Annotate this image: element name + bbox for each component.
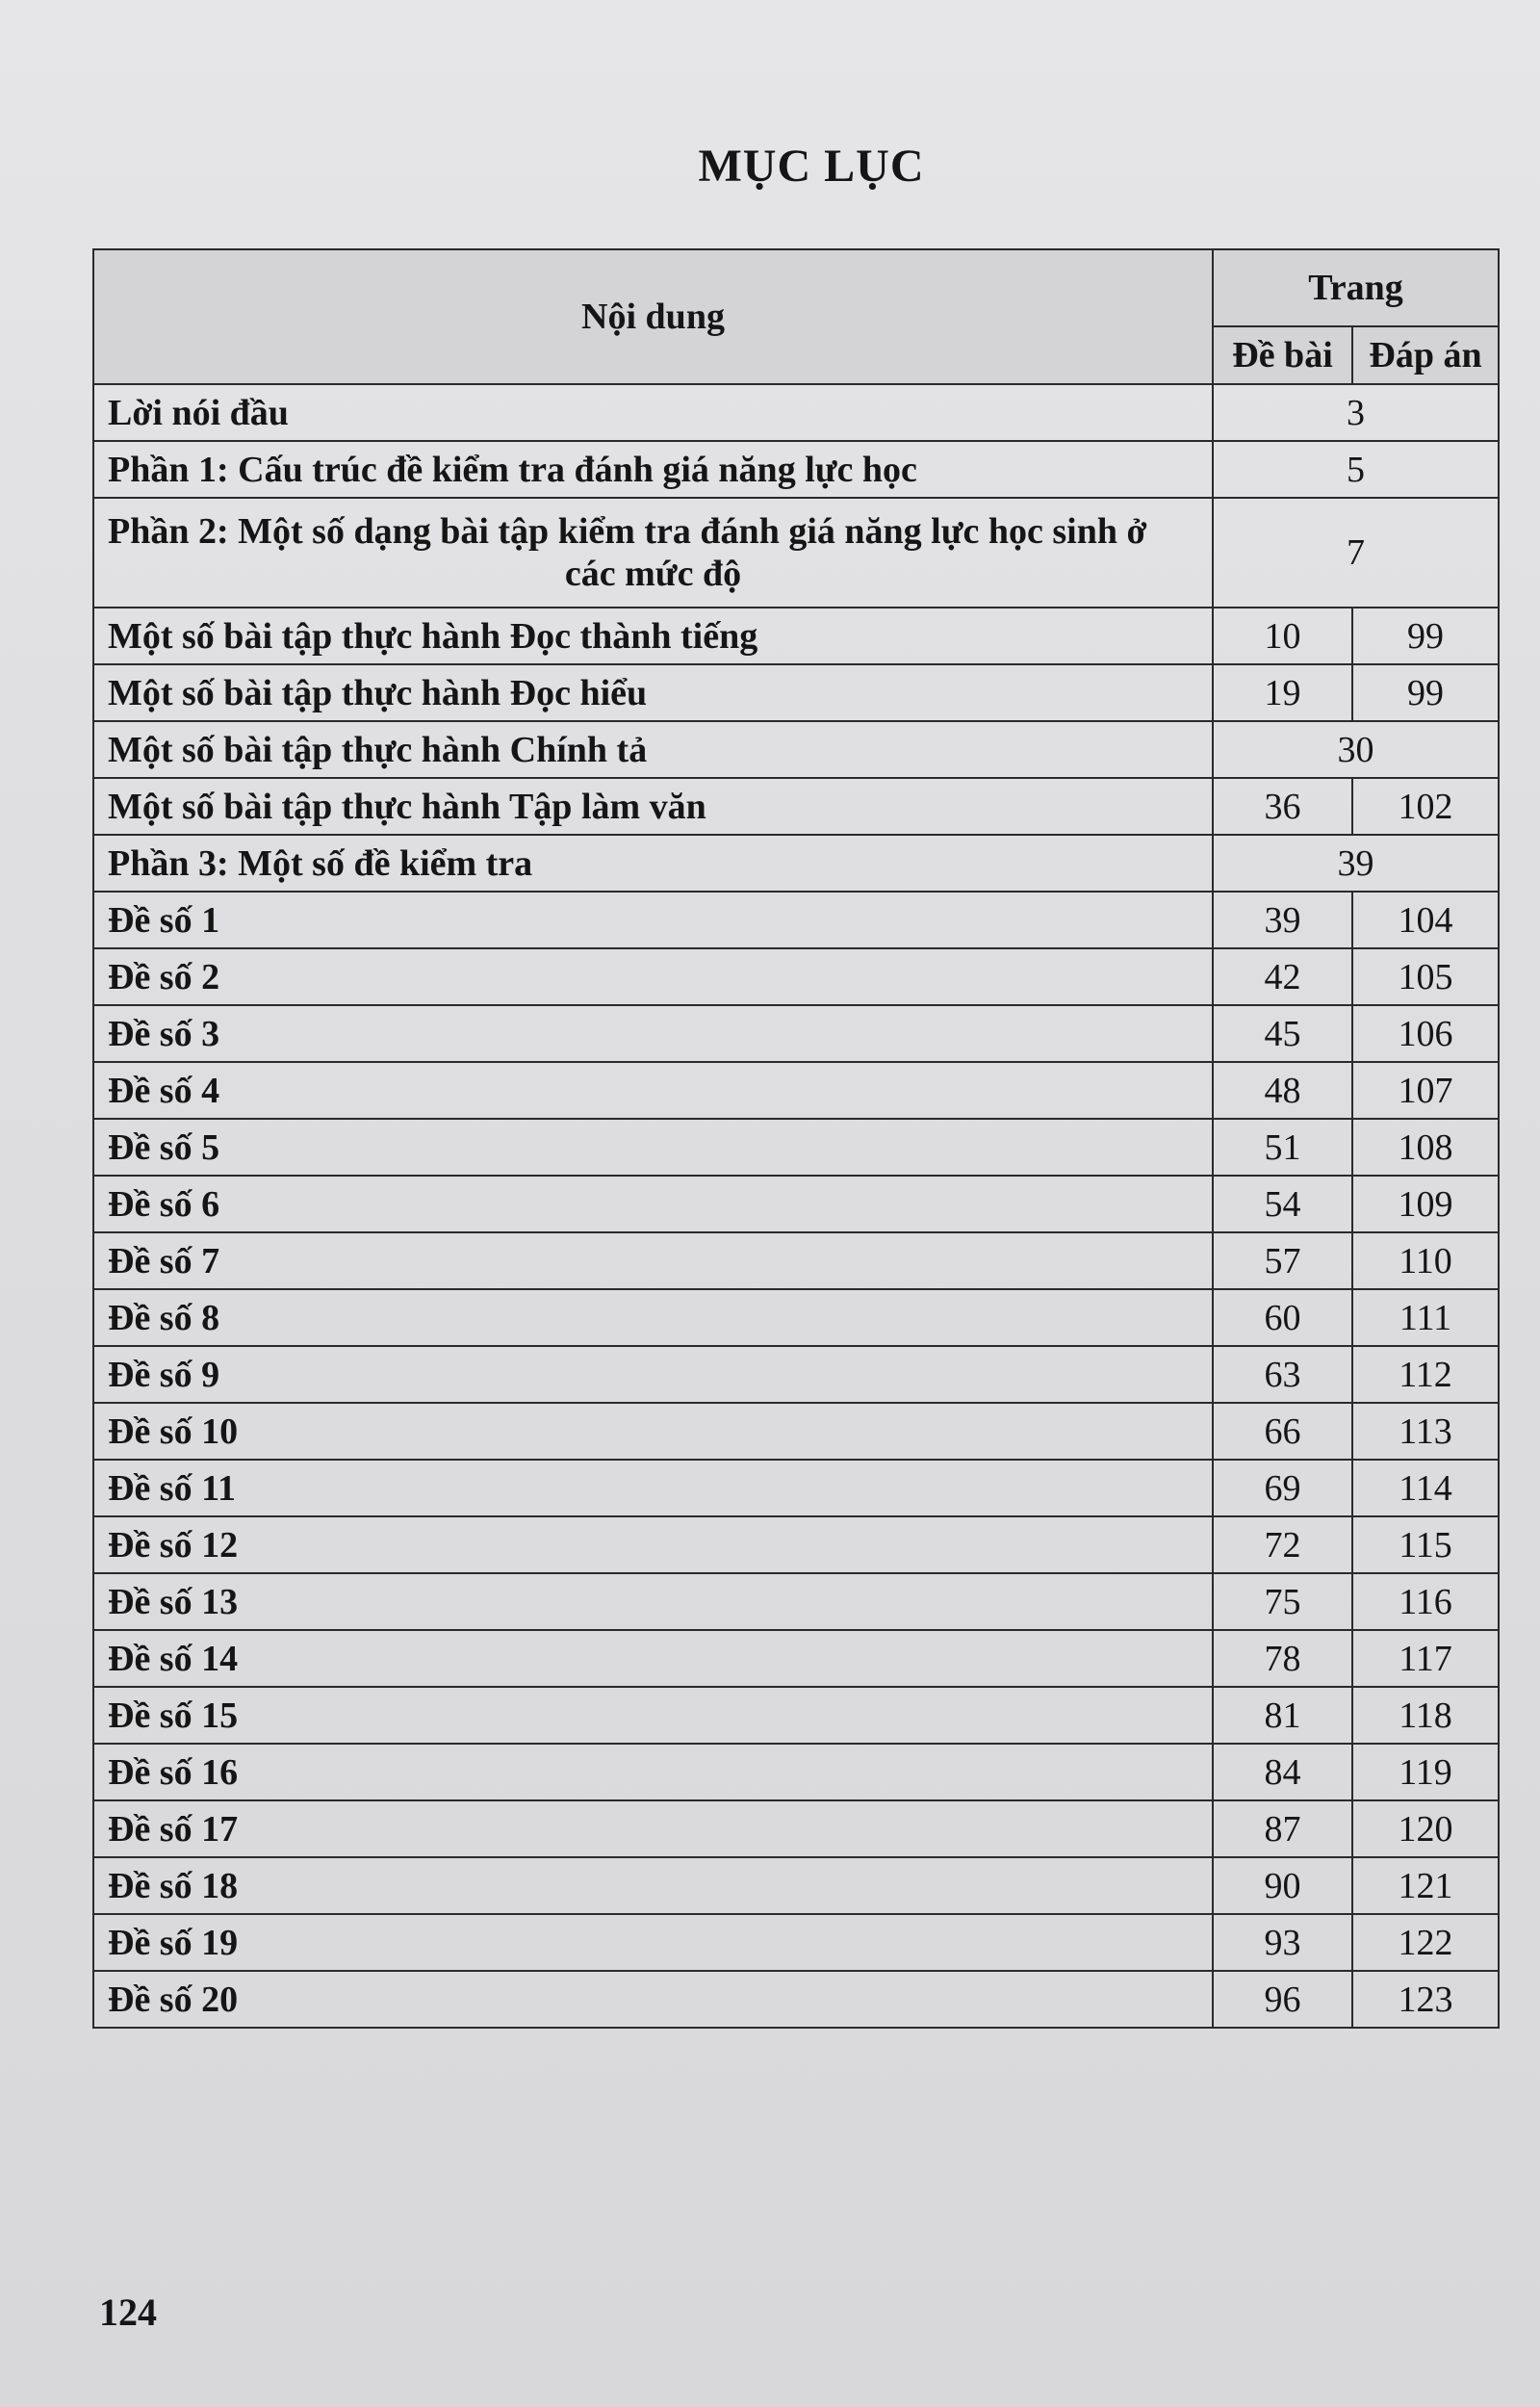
exercise-page: 63 bbox=[1213, 1346, 1352, 1403]
entry-title: Đề số 11 bbox=[93, 1460, 1213, 1516]
table-row bbox=[93, 608, 1499, 664]
exercise-page: 54 bbox=[1213, 1176, 1352, 1232]
answer-page: 117 bbox=[1352, 1630, 1499, 1687]
exercise-page: 87 bbox=[1213, 1800, 1352, 1857]
exercise-page: 42 bbox=[1213, 948, 1352, 1005]
entry-title: Đề số 6 bbox=[93, 1176, 1213, 1232]
table-row bbox=[93, 1062, 1499, 1119]
exercise-page: 10 bbox=[1213, 608, 1352, 664]
table-row bbox=[93, 1005, 1499, 1062]
page-reference: 39 bbox=[1213, 835, 1499, 892]
page-title: MỤC LỤC bbox=[698, 141, 925, 192]
header-answer: Đáp án bbox=[1352, 326, 1499, 384]
exercise-page: 81 bbox=[1213, 1687, 1352, 1744]
exercise-page: 66 bbox=[1213, 1403, 1352, 1460]
table-row bbox=[93, 892, 1499, 948]
answer-page: 118 bbox=[1352, 1687, 1499, 1744]
entry-title: Đề số 2 bbox=[93, 948, 1213, 1005]
entry-title-line-2: các mức độ bbox=[564, 554, 742, 594]
exercise-page: 90 bbox=[1213, 1857, 1352, 1914]
table-row bbox=[93, 1971, 1499, 2028]
table-row bbox=[93, 384, 1499, 441]
entry-title: Đề số 8 bbox=[93, 1289, 1213, 1346]
table-row bbox=[93, 1119, 1499, 1176]
exercise-page: 84 bbox=[1213, 1744, 1352, 1800]
page-reference: 3 bbox=[1213, 384, 1499, 441]
entry-title: Một số bài tập thực hành Đọc thành tiếng bbox=[93, 608, 1213, 664]
exercise-page: 57 bbox=[1213, 1232, 1352, 1289]
exercise-page: 60 bbox=[1213, 1289, 1352, 1346]
answer-page: 121 bbox=[1352, 1857, 1499, 1914]
page-number: 124 bbox=[99, 2291, 157, 2334]
entry-title-line-1: Phần 2: Một số dạng bài tập kiểm tra đánh giá năng lực học sinh ở bbox=[108, 511, 1147, 552]
entry-title: Đề số 5 bbox=[93, 1119, 1213, 1176]
exercise-page: 72 bbox=[1213, 1516, 1352, 1573]
table-row bbox=[93, 1176, 1499, 1232]
answer-page: 113 bbox=[1352, 1403, 1499, 1460]
answer-page: 116 bbox=[1352, 1573, 1499, 1630]
table-row bbox=[93, 441, 1499, 498]
header-exercise: Đề bài bbox=[1213, 326, 1352, 384]
answer-page: 108 bbox=[1352, 1119, 1499, 1176]
exercise-page: 51 bbox=[1213, 1119, 1352, 1176]
entry-title: Lời nói đầu bbox=[93, 384, 1213, 441]
table-row bbox=[93, 1744, 1499, 1800]
answer-page: 110 bbox=[1352, 1232, 1499, 1289]
entry-title: Đề số 3 bbox=[93, 1005, 1213, 1062]
exercise-page: 36 bbox=[1213, 778, 1352, 835]
table-of-contents bbox=[92, 248, 1500, 2029]
answer-page: 111 bbox=[1352, 1289, 1499, 1346]
entry-title: Đề số 15 bbox=[93, 1687, 1213, 1744]
table-row bbox=[93, 1516, 1499, 1573]
table-row bbox=[93, 1573, 1499, 1630]
answer-page: 123 bbox=[1352, 1971, 1499, 2028]
table-row bbox=[93, 664, 1499, 721]
table-row bbox=[93, 1687, 1499, 1744]
table-row bbox=[93, 1630, 1499, 1687]
exercise-page: 69 bbox=[1213, 1460, 1352, 1516]
entry-title: Đề số 1 bbox=[93, 892, 1213, 948]
entry-title: Đề số 4 bbox=[93, 1062, 1213, 1119]
entry-title: Đề số 9 bbox=[93, 1346, 1213, 1403]
table-row bbox=[93, 1800, 1499, 1857]
toc-body bbox=[93, 384, 1499, 2028]
exercise-page: 75 bbox=[1213, 1573, 1352, 1630]
answer-page: 99 bbox=[1352, 608, 1499, 664]
table-row bbox=[93, 778, 1499, 835]
table-row bbox=[93, 1460, 1499, 1516]
answer-page: 107 bbox=[1352, 1062, 1499, 1119]
exercise-page: 39 bbox=[1213, 892, 1352, 948]
answer-page: 115 bbox=[1352, 1516, 1499, 1573]
answer-page: 106 bbox=[1352, 1005, 1499, 1062]
entry-title: Một số bài tập thực hành Tập làm văn bbox=[93, 778, 1213, 835]
table-row bbox=[93, 721, 1499, 778]
entry-title: Một số bài tập thực hành Chính tả bbox=[93, 721, 1213, 778]
entry-title: Đề số 12 bbox=[93, 1516, 1213, 1573]
answer-page: 119 bbox=[1352, 1744, 1499, 1800]
page-reference: 30 bbox=[1213, 721, 1499, 778]
table-row bbox=[93, 1346, 1499, 1403]
entry-title: Phần 1: Cấu trúc đề kiểm tra đánh giá năng lực học bbox=[93, 441, 1213, 498]
table-row bbox=[93, 1232, 1499, 1289]
entry-title: Đề số 13 bbox=[93, 1573, 1213, 1630]
table-row bbox=[93, 1289, 1499, 1346]
answer-page: 109 bbox=[1352, 1176, 1499, 1232]
entry-title: Đề số 17 bbox=[93, 1800, 1213, 1857]
answer-page: 120 bbox=[1352, 1800, 1499, 1857]
answer-page: 114 bbox=[1352, 1460, 1499, 1516]
header-page: Trang bbox=[1213, 249, 1499, 326]
exercise-page: 93 bbox=[1213, 1914, 1352, 1971]
entry-title: Một số bài tập thực hành Đọc hiểu bbox=[93, 664, 1213, 721]
answer-page: 105 bbox=[1352, 948, 1499, 1005]
entry-title: Đề số 19 bbox=[93, 1914, 1213, 1971]
entry-title: Đề số 16 bbox=[93, 1744, 1213, 1800]
answer-page: 122 bbox=[1352, 1914, 1499, 1971]
answer-page: 102 bbox=[1352, 778, 1499, 835]
table-row bbox=[93, 1857, 1499, 1914]
answer-page: 104 bbox=[1352, 892, 1499, 948]
exercise-page: 78 bbox=[1213, 1630, 1352, 1687]
table-row bbox=[93, 835, 1499, 892]
table-row bbox=[93, 498, 1499, 608]
entry-title: Đề số 10 bbox=[93, 1403, 1213, 1460]
exercise-page: 96 bbox=[1213, 1971, 1352, 2028]
answer-page: 99 bbox=[1352, 664, 1499, 721]
entry-title: Đề số 20 bbox=[93, 1971, 1213, 2028]
table-row bbox=[93, 1403, 1499, 1460]
exercise-page: 45 bbox=[1213, 1005, 1352, 1062]
exercise-page: 48 bbox=[1213, 1062, 1352, 1119]
table-row bbox=[93, 1914, 1499, 1971]
exercise-page: 19 bbox=[1213, 664, 1352, 721]
entry-title: Phần 3: Một số đề kiểm tra bbox=[93, 835, 1213, 892]
entry-title bbox=[93, 498, 1213, 608]
page-reference: 7 bbox=[1213, 498, 1499, 608]
page-reference: 5 bbox=[1213, 441, 1499, 498]
table-row bbox=[93, 948, 1499, 1005]
answer-page: 112 bbox=[1352, 1346, 1499, 1403]
entry-title: Đề số 18 bbox=[93, 1857, 1213, 1914]
entry-title: Đề số 14 bbox=[93, 1630, 1213, 1687]
header-content: Nội dung bbox=[93, 249, 1213, 384]
entry-title: Đề số 7 bbox=[93, 1232, 1213, 1289]
